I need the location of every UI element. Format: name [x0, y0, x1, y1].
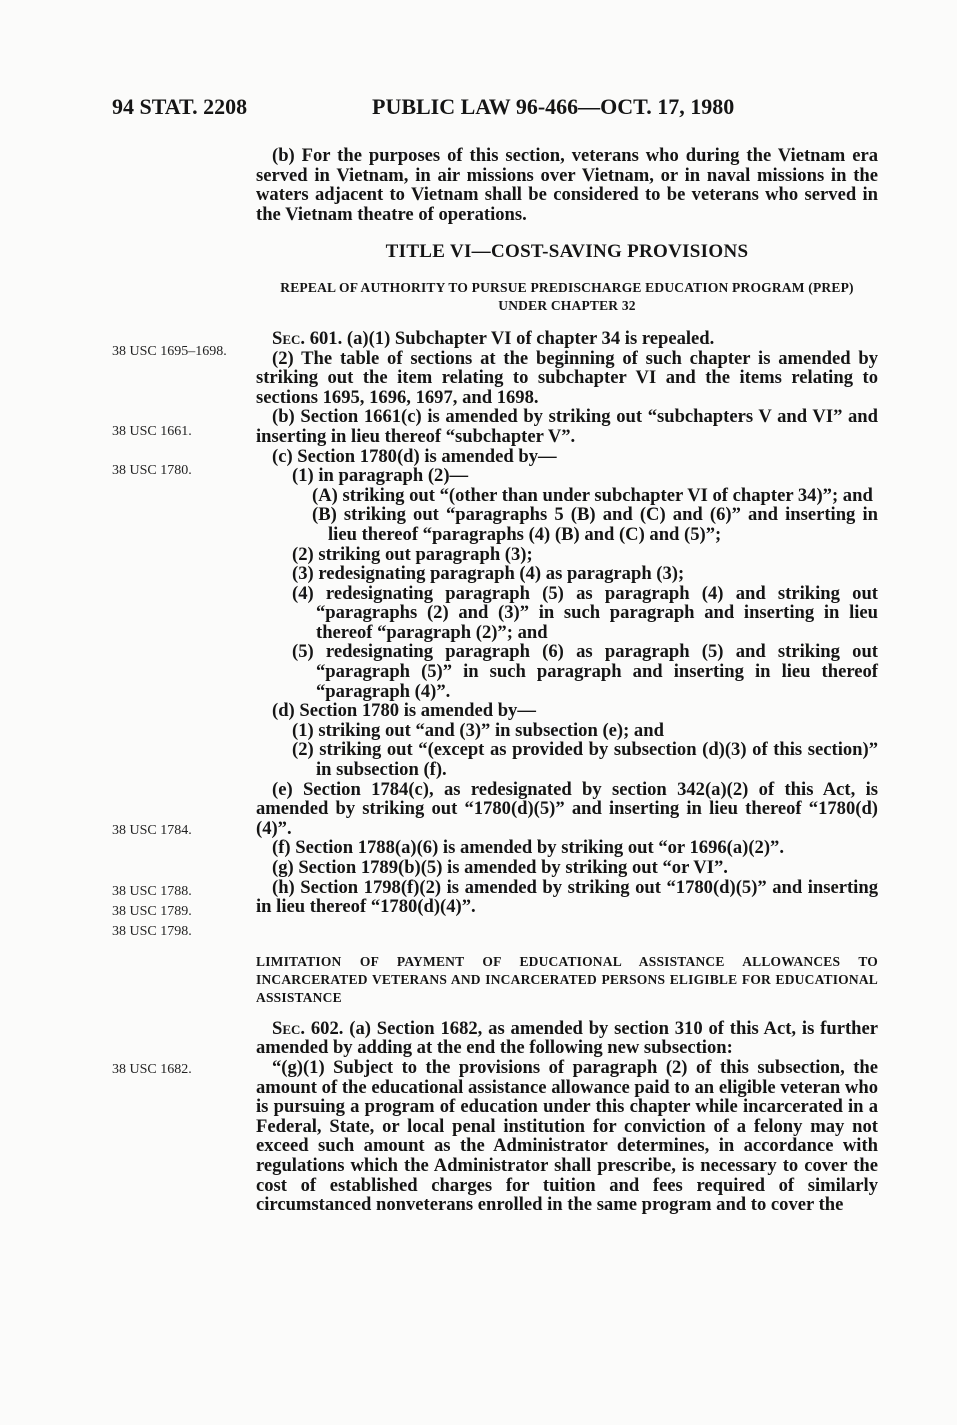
- sec601-h: (h) Section 1798(f)(2) is amended by striking out “1780(d)(5)” and inserting in lieu thereof “1780(d)(4)”.: [256, 876, 878, 918]
- sec601-c: (c) Section 1780(d) is amended by—: [272, 445, 557, 467]
- sec601-label: Sec. 601.: [272, 327, 343, 349]
- sec601-c3: (3) redesignating paragraph (4) as paragraph (3);: [292, 563, 685, 585]
- stat-page-number: 94 STAT. 2208: [112, 94, 248, 119]
- intro-paragraph: (b) For the purposes of this section, veterans who during the Vietnam era served in Vietnam, in air missions over Vietnam, or in naval missions in the waters adjacent to Vietnam shall be considered to be veterans who served in the Vietnam theatre of operations.: [256, 145, 878, 225]
- sec602-g1: “(g)(1) Subject to the provisions of paragraph (2) of this subsection, the amount of the educational assistance allowance paid to an eligible veteran who is pursuing a program of education under this chapter while incarcerated in a Federal, State, or local penal institution for conviction of a felony may not exceed such amount as the Administrator determines, in accordance with regulations which the Administrator shall prescribe, is necessary to cover the cost of established charges for tuition and fees required of similarly circumstanced nonveterans enrolled in the same program and to cover the: [256, 1056, 878, 1216]
- sec601-g: (g) Section 1789(b)(5) is amended by striking out “or VI”.: [272, 857, 728, 878]
- section-heading-incarcerated: LIMITATION OF PAYMENT OF EDUCATIONAL ASSISTANCE ALLOWANCES TO INCARCERATED VETERANS AND INCARCERATED PERSONS ELIGIBLE FOR EDUCATIONAL ASSISTANCE: [256, 953, 878, 1005]
- sec601-e: (e) Section 1784(c), as redesignated by section 342(a)(2) of this Act, is amended by striking out “1780(d)(5)” and inserting in lieu thereof “1780(d)(4)”.: [256, 778, 878, 839]
- sec601-a1: [256, 329, 878, 349]
- sec601-f: (f) Section 1788(a)(6) is amended by striking out “or 1696(a)(2)”.: [272, 837, 784, 859]
- sec602-label: Sec. 602.: [272, 1017, 344, 1039]
- sidenote-1695: 38 USC 1695–1698.: [112, 344, 227, 359]
- sec601-d1: (1) striking out “and (3)” in subsection (e); and: [292, 719, 664, 741]
- sec601-c1: (1) in paragraph (2)—: [292, 465, 469, 487]
- sec601-c4: (4) redesignating paragraph (5) as paragraph (4) and striking out “paragraphs (2) and (3)” in such paragraph and inserting in lieu thereof “paragraph (2)”; and: [292, 582, 878, 643]
- sec601-cB: (B) striking out “paragraphs 5 (B) and (C) and (6)” and inserting in lieu thereof “paragraphs (4) (B) and (C) and (5)”;: [312, 504, 878, 545]
- sec602-a: [256, 1019, 878, 1058]
- sec601-c5: (5) redesignating paragraph (6) as paragraph (5) and striking out “paragraph (5)” in such paragraph and inserting in lieu thereof “paragraph (4)”.: [292, 641, 878, 702]
- page-header: [112, 94, 872, 124]
- title-heading: TITLE VI—COST-SAVING PROVISIONS: [385, 241, 749, 263]
- sec601-cA: (A) striking out “(other than under subchapter VI of chapter 34)”; and: [312, 484, 873, 506]
- sec602-a-text: (a) Section 1682, as amended by section 310 of this Act, is further amended by adding at the end the following new subsection:: [256, 1017, 878, 1059]
- sec601-b: (b) Section 1661(c) is amended by striking out “subchapters V and VI” and inserting in lieu thereof “subchapter V”.: [256, 406, 878, 447]
- sidenote-1780: 38 USC 1780.: [112, 463, 192, 478]
- sec601-a1-text: (a)(1) Subchapter VI of chapter 34 is repealed.: [346, 327, 715, 349]
- sidenote-1784: 38 USC 1784.: [112, 823, 192, 838]
- sec601-d2: (2) striking out “(except as provided by subsection (d)(3) of this section)” in subsection (f).: [292, 739, 878, 781]
- sidenote-1789: 38 USC 1789.: [112, 904, 192, 919]
- sidenote-1682: 38 USC 1682.: [112, 1062, 192, 1077]
- public-law-citation: PUBLIC LAW 96-466—OCT. 17, 1980: [372, 94, 735, 119]
- section-heading-prep: REPEAL OF AUTHORITY TO PURSUE PREDISCHARGE EDUCATION PROGRAM (PREP) UNDER CHAPTER 32: [280, 279, 854, 313]
- sidenote-1798: 38 USC 1798.: [112, 924, 192, 939]
- sec601-d: (d) Section 1780 is amended by—: [272, 700, 536, 722]
- sidenote-1661: 38 USC 1661.: [112, 424, 192, 439]
- document-body: [256, 146, 878, 1215]
- sec601-c2: (2) striking out paragraph (3);: [292, 543, 533, 565]
- sidenote-1788: 38 USC 1788.: [112, 884, 192, 899]
- sec601-a2: (2) The table of sections at the beginning of such chapter is amended by striking out the item relating to subchapter VI and the items relating to sections 1695, 1696, 1697, and 1698.: [256, 347, 878, 408]
